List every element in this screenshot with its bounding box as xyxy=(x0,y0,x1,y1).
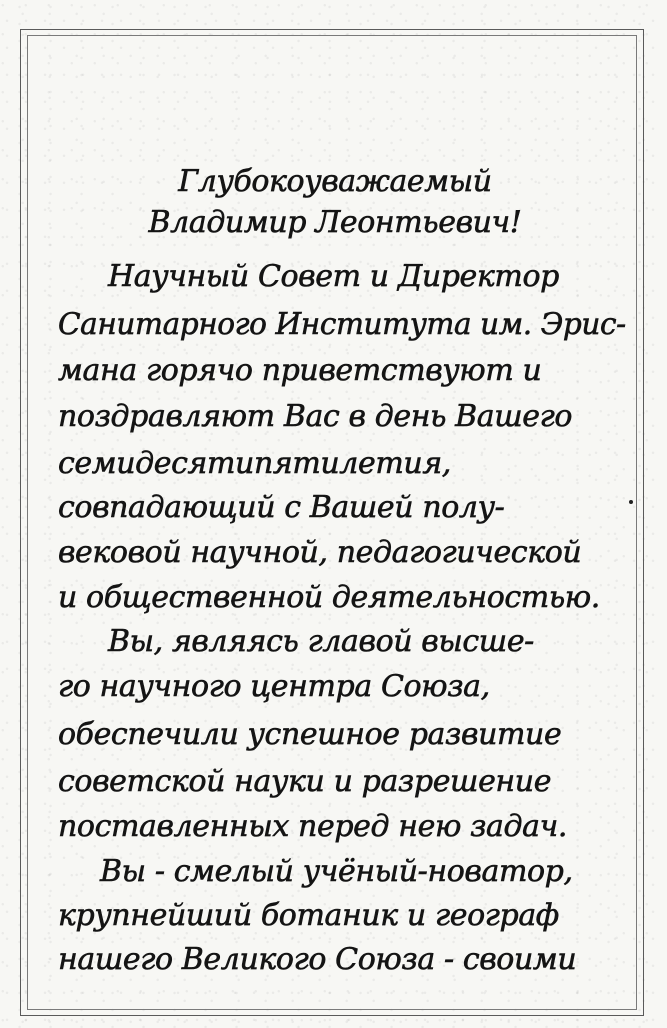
letter-line: Вы, являясь главой высше- xyxy=(108,624,534,659)
salutation-line-2: Владимир Леонтьевич! xyxy=(148,205,522,240)
letter-line: советской науки и разрешение xyxy=(58,764,552,799)
letter-line: обеспечили успешное развитие xyxy=(58,717,562,752)
letter-line: поставленных перед нею задач. xyxy=(58,809,568,844)
letter-line: нашего Великого Союза - своими xyxy=(58,942,577,977)
letter-line: Санитарного Института им. Эрис- xyxy=(58,307,626,341)
salutation-line-1: Глубокоуважаемый xyxy=(178,164,492,199)
letter-line: вековой научной, педагогической xyxy=(58,535,582,570)
letter-line: поздравляют Вас в день Вашего xyxy=(58,399,573,434)
letter-line: крупнейший ботаник и географ xyxy=(58,898,559,933)
letter-line: Вы - смелый учёный-новатор, xyxy=(100,854,573,889)
letter-line: Научный Совет и Директор xyxy=(108,259,559,294)
letter-line: семидесятипятилетия, xyxy=(58,446,451,481)
letter-line: совпадающий с Вашей полу- xyxy=(58,490,505,525)
letter-line: и общественной деятельностью. xyxy=(58,580,600,615)
letter-line: го научного центра Союза, xyxy=(58,669,490,704)
letter-line: мана горячо приветствуют и xyxy=(58,353,542,388)
ink-dot xyxy=(629,500,633,504)
